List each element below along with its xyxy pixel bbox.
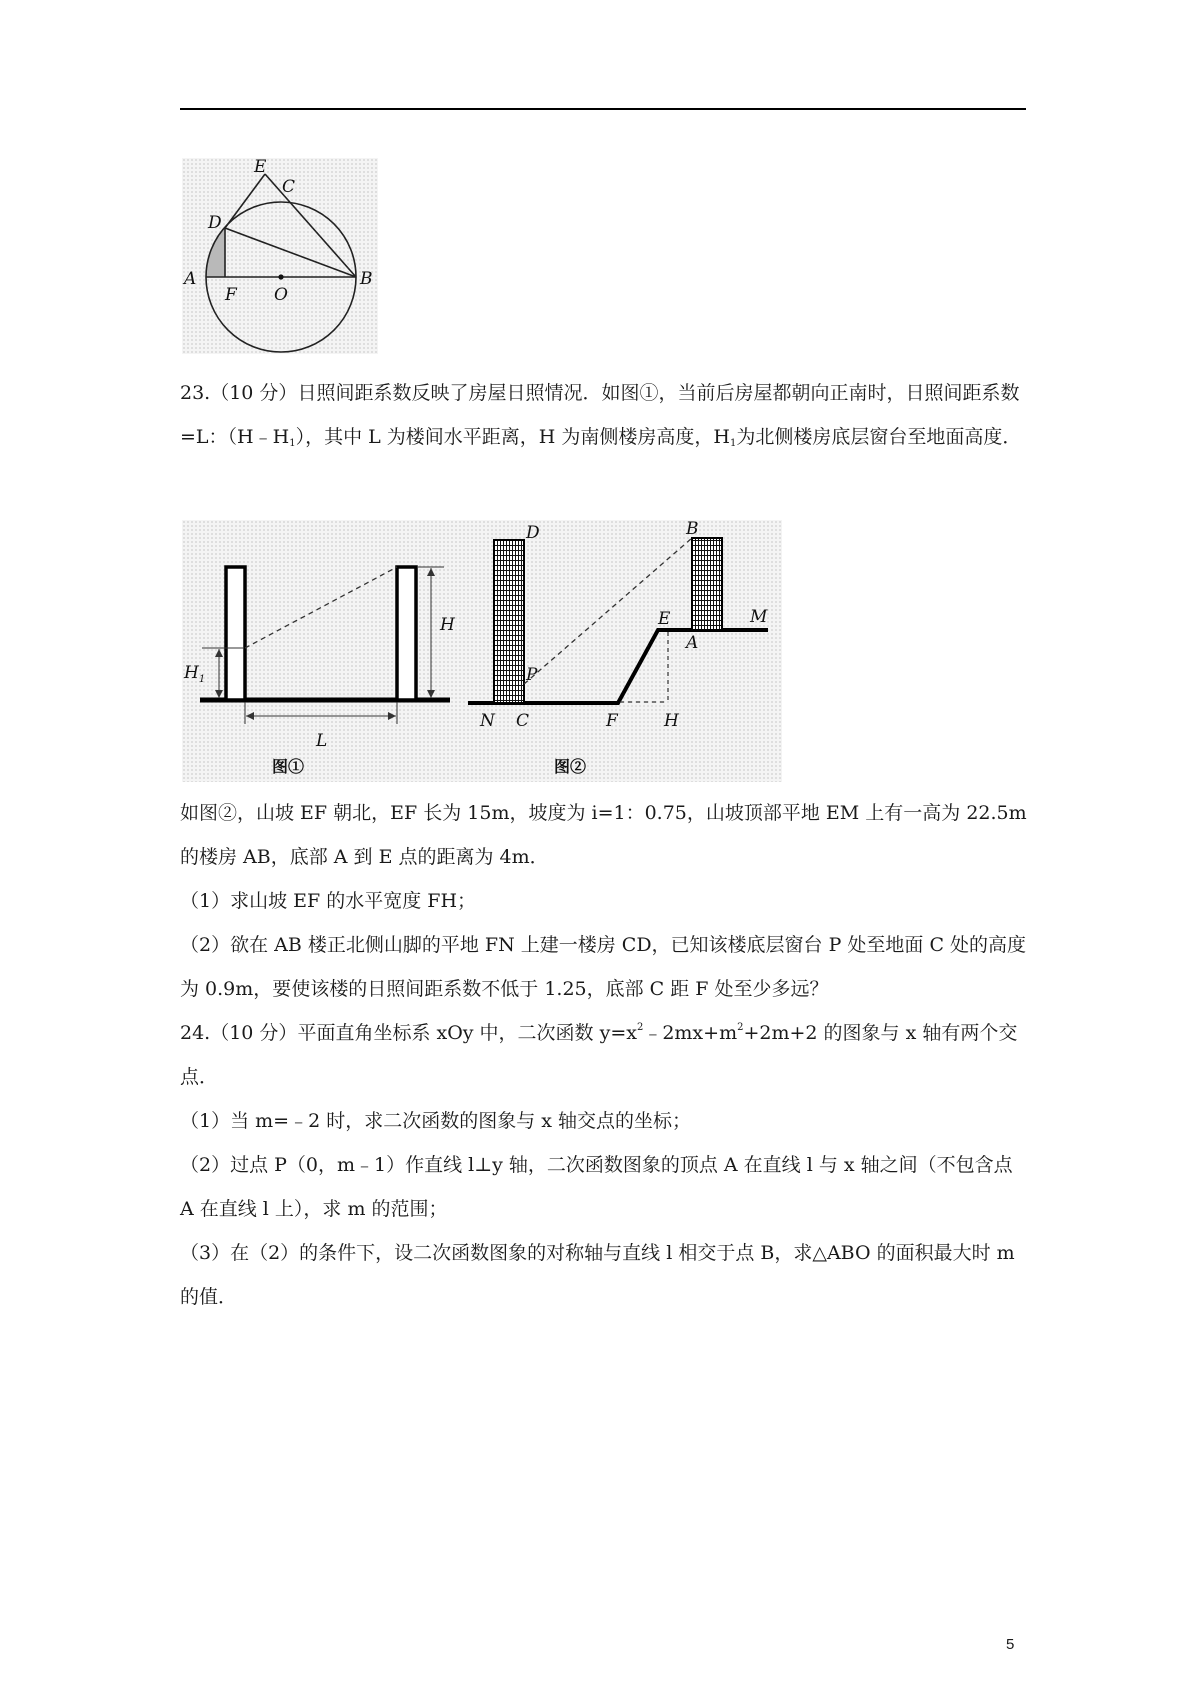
fig1-label-h1-sub: 1 [198,674,206,685]
q24-part-2: （2）过点 P（0，m﹣1）作直线 l⊥y 轴，二次函数图象的顶点 A 在直线 l 与 x 轴之间（不包含点 A 在直线 l 上），求 m 的范围； [180,1154,1013,1220]
building-figure [182,520,782,782]
q24-number: 24. [180,1022,211,1044]
q24-part-1: （1）当 m=﹣2 时，求二次函数的图象与 x 轴交点的坐标； [180,1110,691,1132]
q24-text-b: ﹣2mx+m [643,1022,738,1044]
building-figure-svg [182,520,782,782]
q23-text-c: 为北侧楼房底层窗台至地面高度． [736,426,1022,448]
fig2-label-m: M [750,607,768,627]
fig2-label-c: C [516,711,530,731]
fig2-label-n: N [480,711,495,731]
fig1-label-h: H [440,615,455,635]
q23-part-1: （1）求山坡 EF 的水平宽度 FH； [180,890,477,912]
circle-figure [182,158,378,354]
q23-text-b: ），其中 L 为楼间水平距离，H 为南侧楼房高度，H [295,426,730,448]
fig2-caption: 图② [554,757,587,776]
fig1-label-h1 [183,663,205,685]
q23-context: 如图②，山坡 EF 朝北，EF 长为 15m，坡度为 i=1：0.75，山坡顶部平地 EM 上有一高为 22.5m 的楼房 AB，底部 A 到 E 点的距离为 4m． [180,802,1027,868]
fig1-south-building [397,567,416,700]
segment-eb [265,174,356,277]
fig2-label-d: D [526,523,540,543]
q24-text-c: +2m+2 的图象与 x 轴有两个交点． [180,1022,1018,1088]
label-c: C [282,177,296,197]
label-f: F [225,285,237,305]
fig1-label-l: L [316,731,328,751]
q24-part-3: （3）在（2）的条件下，设二次函数图象的对称轴与直线 l 相交于点 B，求△ABO 的面积最大时 m 的值． [180,1242,1015,1308]
shaded-region [206,228,225,277]
fig2-label-b: B [686,520,699,539]
q23-score: （10 分） [210,382,298,404]
segment-de [225,174,265,228]
fig1-north-building [226,567,245,700]
q24-score: （10 分） [210,1022,298,1044]
q23-intro [180,371,1030,459]
fig2-label-f: F [606,711,618,731]
header-rule [180,108,1026,110]
q23-number: 23. [180,382,211,404]
fig2-label-h: H [664,711,679,731]
label-d: D [208,213,222,233]
fig1-label-h1-main: H [184,663,199,683]
center-point-o [278,274,283,279]
fig2-building-cd [494,540,524,703]
label-e: E [254,158,267,177]
page-number: 5 [1006,1636,1015,1653]
circle-figure-svg [182,158,378,354]
label-a: A [184,269,197,289]
q23-text-a: 日照间距系数反映了房屋日照情况．如图①，当前后房屋都朝向正南时，日照间距系数=L：（H﹣H [180,382,1020,448]
fig2-building-ab [692,538,722,630]
q23-subscript-1: 1 [289,438,296,449]
fig2-label-p: P [526,665,538,685]
fig2-label-e: E [658,609,671,629]
q24-superscript-2: 2 [737,1022,744,1033]
fig2-label-a: A [686,633,699,653]
fig1-sunline [245,567,397,648]
fig1-caption: 图① [272,757,305,776]
label-o: O [274,285,288,305]
segment-db [225,228,356,277]
label-b: B [360,269,373,289]
q24-intro [180,1011,1030,1099]
q23-part-2: （2）欲在 AB 楼正北侧山脚的平地 FN 上建一楼房 CD，已知该楼底层窗台 P 处至地面 C 处的高度为 0.9m，要使该楼的日照间距系数不低于 1.25，底部 C 距 F 处至少多远？ [180,934,1027,1000]
q24-text-a: 平面直角坐标系 xOy 中，二次函数 y=x [297,1022,637,1044]
q24-superscript-1: 2 [636,1022,644,1033]
q23-subscript-2: 1 [729,438,737,449]
